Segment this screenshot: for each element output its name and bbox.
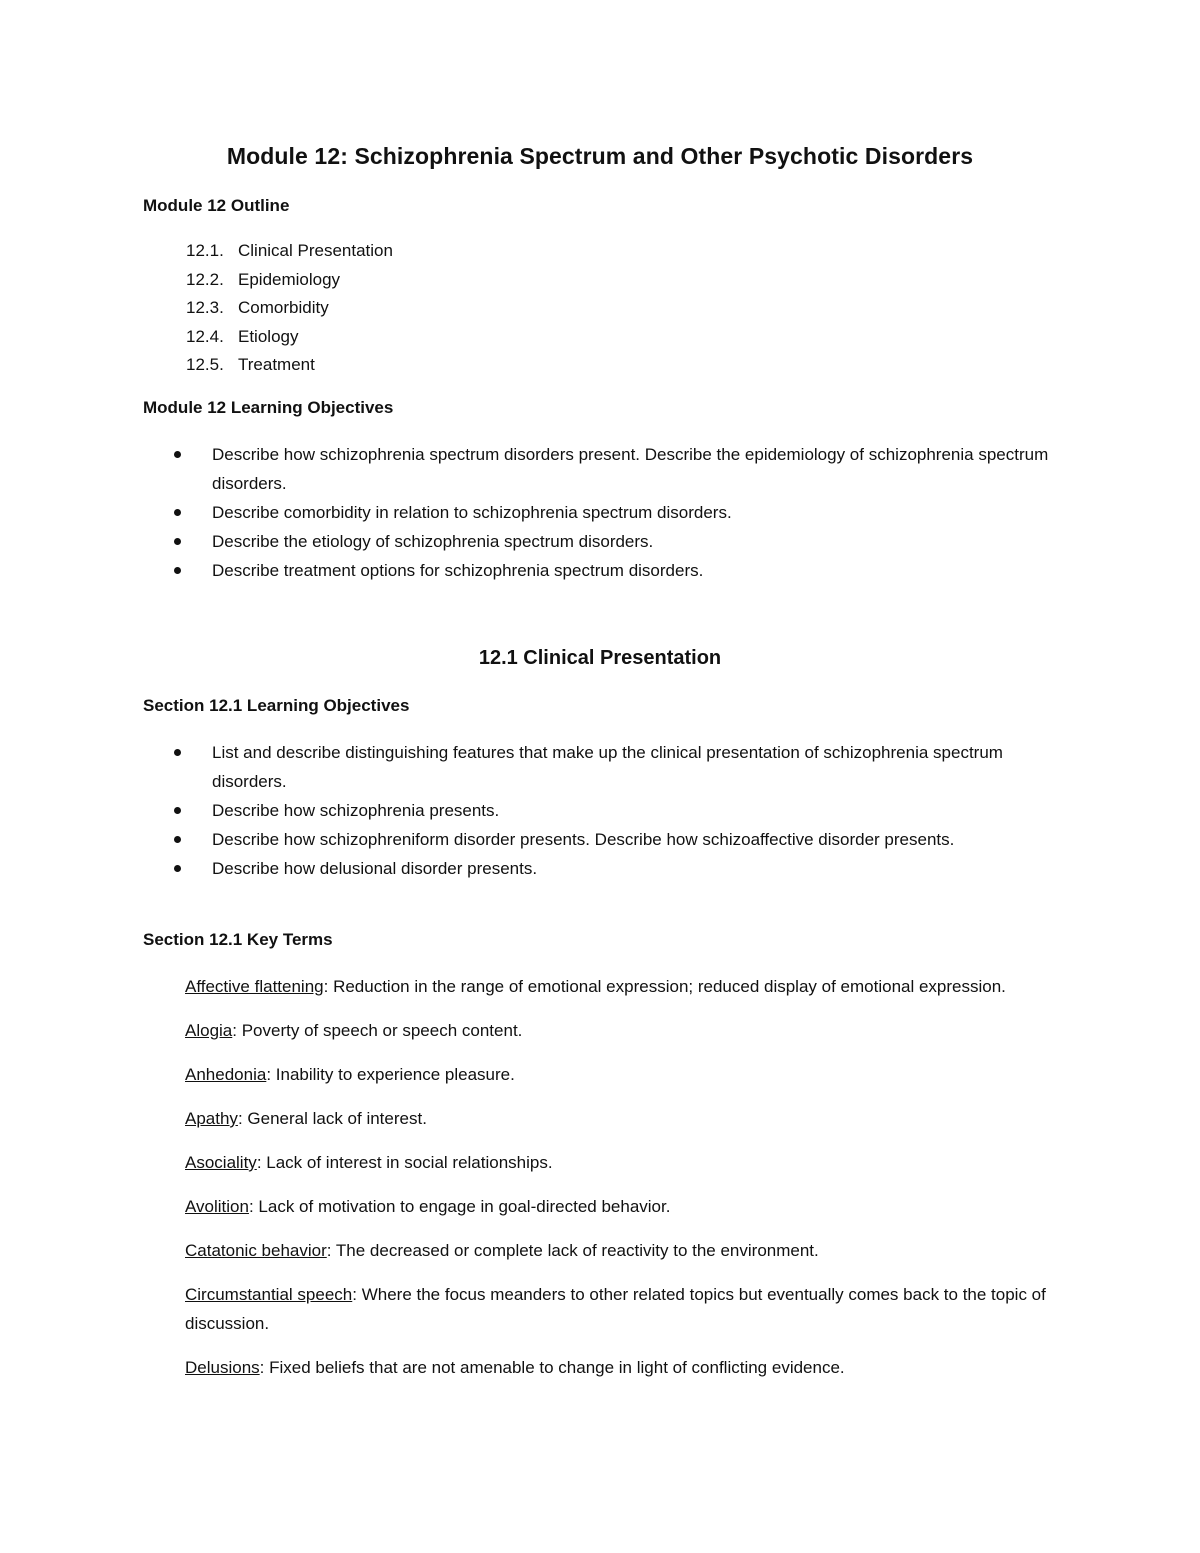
- key-term-entry: Circumstantial speech: Where the focus meanders to other related topics but eventually comes back to the topic of discussion.: [185, 1285, 1046, 1333]
- key-term: Apathy: [185, 1109, 238, 1128]
- module-objectives-list: [170, 440, 1050, 585]
- outline-item: [186, 269, 393, 298]
- bullet-icon: [174, 836, 181, 843]
- list-item: [170, 738, 1050, 796]
- section-objectives-heading: Section 12.1 Learning Objectives: [143, 696, 410, 715]
- list-item: [170, 440, 1050, 498]
- bullet-icon: [174, 451, 181, 458]
- list-item-text: Describe how schizophreniform disorder presents. Describe how schizoaffective disorder presents.: [212, 830, 955, 849]
- key-term: Avolition: [185, 1197, 249, 1216]
- list-item-text: List and describe distinguishing features that make up the clinical presentation of schizophrenia spectrum disorders.: [212, 743, 1003, 791]
- outline-item-label: Clinical Presentation: [238, 241, 393, 260]
- key-term-definition: Inability to experience pleasure.: [275, 1065, 515, 1084]
- key-term-entry: Affective flattening: Reduction in the range of emotional expression; reduced display of emotional expression.: [185, 977, 1006, 996]
- outline-item-label: Epidemiology: [238, 269, 341, 289]
- key-term-definition: Fixed beliefs that are not amenable to change in light of conflicting evidence.: [269, 1358, 845, 1377]
- module-objectives-heading: Module 12 Learning Objectives: [143, 398, 394, 417]
- outline-item-label: Comorbidity: [238, 298, 329, 317]
- outline-item-number: 12.1.: [186, 241, 224, 260]
- outline-item-number: 12.3.: [186, 298, 224, 317]
- bullet-icon: [174, 749, 181, 756]
- bullet-icon: [174, 807, 181, 814]
- outline-item-number: 12.2.: [186, 269, 224, 289]
- list-item: [170, 825, 1050, 854]
- key-term: Catatonic behavior: [185, 1241, 327, 1260]
- list-item: [170, 527, 1050, 556]
- list-item: [170, 854, 1050, 883]
- list-item-text: Describe comorbidity in relation to schizophrenia spectrum disorders.: [212, 503, 732, 522]
- key-terms-heading: Section 12.1 Key Terms: [143, 930, 333, 949]
- key-term-definition: Lack of motivation to engage in goal-directed behavior.: [258, 1197, 671, 1216]
- bullet-icon: [174, 567, 181, 574]
- key-term-definition: Poverty of speech or speech content.: [241, 1021, 523, 1040]
- key-term-entry: Anhedonia: Inability to experience pleasure.: [185, 1065, 515, 1084]
- key-term: Delusions: [185, 1358, 260, 1377]
- bullet-icon: [174, 509, 181, 516]
- outline-item-number: 12.4.: [186, 326, 224, 346]
- outline-item: [186, 354, 393, 383]
- outline-item: [186, 297, 393, 326]
- key-term-definition: The decreased or complete lack of reactivity to the environment.: [335, 1241, 819, 1260]
- bullet-icon: [174, 865, 181, 872]
- key-term-definition: Reduction in the range of emotional expression; reduced display of emotional expression.: [333, 977, 1006, 996]
- key-term-entry: Apathy: General lack of interest.: [185, 1109, 427, 1128]
- document-title: Module 12: Schizophrenia Spectrum and Other Psychotic Disorders: [226, 143, 974, 169]
- list-item-text: Describe how schizophrenia presents.: [212, 801, 500, 820]
- key-term: Anhedonia: [185, 1065, 267, 1084]
- key-term-entry: Asociality: Lack of interest in social relationships.: [185, 1153, 553, 1172]
- key-term: Circumstantial speech: [185, 1285, 353, 1304]
- list-item-text: Describe the etiology of schizophrenia spectrum disorders.: [212, 532, 654, 551]
- key-term-entry: Catatonic behavior: The decreased or complete lack of reactivity to the environment.: [185, 1241, 819, 1260]
- key-term-entry: Delusions: Fixed beliefs that are not amenable to change in light of conflicting evidence.: [185, 1358, 845, 1377]
- outline-item-label: Treatment: [238, 355, 315, 374]
- list-item: [170, 796, 1050, 825]
- outline-item-label: Etiology: [238, 326, 299, 346]
- key-terms-list: [185, 972, 1055, 1397]
- key-term: Alogia: [185, 1021, 233, 1040]
- outline-item: [186, 240, 393, 269]
- outline-item: [186, 326, 393, 355]
- section-title: 12.1 Clinical Presentation: [478, 647, 722, 669]
- section-objectives-list: [170, 738, 1050, 883]
- key-term: Affective flattening: [185, 977, 324, 996]
- key-term-entry: Alogia: Poverty of speech or speech content.: [185, 1021, 523, 1040]
- key-term-definition: Where the focus meanders to other related topics but eventually comes back to the topic of discussion.: [185, 1285, 1046, 1333]
- outline-list: [186, 240, 393, 383]
- list-item-text: Describe treatment options for schizophrenia spectrum disorders.: [212, 561, 704, 580]
- bullet-icon: [174, 538, 181, 545]
- outline-heading: Module 12 Outline: [143, 196, 290, 215]
- key-term-entry: Avolition: Lack of motivation to engage in goal-directed behavior.: [185, 1197, 671, 1216]
- list-item: [170, 498, 1050, 527]
- outline-item-number: 12.5.: [186, 355, 224, 374]
- key-term-definition: General lack of interest.: [247, 1109, 427, 1128]
- list-item-text: Describe how delusional disorder presents.: [212, 859, 538, 878]
- list-item: [170, 556, 1050, 585]
- key-term-definition: Lack of interest in social relationships.: [266, 1153, 553, 1172]
- key-term: Asociality: [185, 1153, 257, 1172]
- list-item-text: Describe how schizophrenia spectrum disorders present. Describe the epidemiology of schizophrenia spectrum disorders.: [212, 445, 1049, 493]
